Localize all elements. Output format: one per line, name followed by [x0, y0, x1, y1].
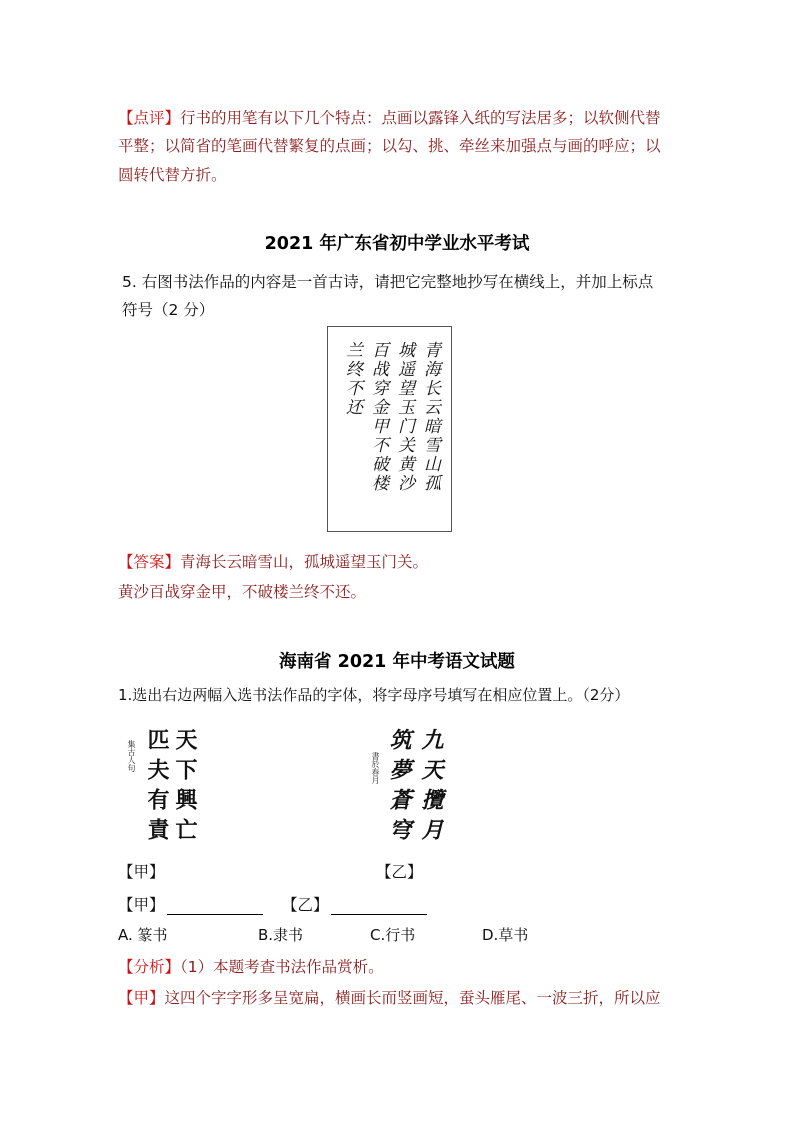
- poem-column-4: 兰终不还: [342, 341, 362, 417]
- jia-column-1: 天下興亡: [172, 728, 198, 848]
- jia-analysis-tag: 【甲】: [118, 989, 165, 1007]
- option-a: A. 篆书: [118, 926, 168, 944]
- option-c: C.行书: [370, 926, 416, 944]
- jia-signature: 集古人句: [127, 740, 136, 772]
- comment-line-1: [118, 106, 661, 128]
- label-jia: 【甲】: [118, 863, 165, 881]
- question-5-line-1: 5. 右图书法作品的内容是一首古诗，请把它完整地抄写在横线上，并加上标点: [122, 273, 654, 291]
- yi-column-2: 筑夢蒼穹: [386, 728, 412, 848]
- answer-text: 青海长云暗雪山，孤城遥望玉门关。: [180, 553, 429, 571]
- answer-line-2: 黄沙百战穿金甲，不破楼兰终不还。: [118, 583, 367, 601]
- analysis-tag: 【分析】: [118, 958, 181, 976]
- blank-line[interactable]: [331, 900, 427, 915]
- blank-yi-label: 【乙】: [282, 896, 329, 914]
- option-b: B.隶书: [258, 926, 304, 944]
- poem-column-1: 青海长云暗雪山孤: [420, 341, 440, 493]
- jia-column-2: 匹夫有責: [144, 728, 170, 848]
- answer-blank-jia[interactable]: [118, 893, 263, 915]
- jia-analysis-line: [118, 986, 661, 1008]
- poem-column-3: 百战穿金甲不破楼: [368, 341, 388, 493]
- answer-tag: 【答案】: [118, 553, 181, 571]
- yi-column-1: 九天攬月: [418, 728, 444, 848]
- analysis-line: [118, 955, 384, 977]
- label-yi: 【乙】: [376, 863, 423, 881]
- yi-signature: 書於春月: [371, 752, 380, 784]
- poem-column-2: 城遥望玉门关黄沙: [394, 341, 414, 493]
- comment-line-3: 圆转代替方折。: [118, 166, 227, 184]
- section-title-guangdong: 2021 年广东省初中学业水平考试: [264, 234, 530, 254]
- answer-line-1: [118, 550, 428, 572]
- calligraphy-poem-image: [327, 326, 452, 532]
- analysis-text: （1）本题考查书法作品赏析。: [180, 958, 384, 976]
- answer-blank-yi[interactable]: [282, 893, 427, 915]
- comment-text: 行书的用笔有以下几个特点：点画以露锋入纸的写法居多；以软侧代替: [180, 109, 661, 127]
- section-title-hainan: 海南省 2021 年中考语文试题: [279, 652, 515, 672]
- blank-line[interactable]: [167, 900, 263, 915]
- blank-jia-label: 【甲】: [118, 896, 165, 914]
- comment-line-2: 平整；以简省的笔画代替繁复的点画；以勾、挑、牵丝来加强点与画的呼应；以: [118, 137, 661, 155]
- option-d: D.草书: [482, 926, 529, 944]
- comment-tag: 【点评】: [118, 109, 181, 127]
- jia-analysis-text: 这四个字字形多呈宽扁，横画长而竖画短，蚕头雁尾、一波三折，所以应: [164, 989, 661, 1007]
- question-5-line-2: 符号（2 分）: [122, 301, 215, 319]
- question-1: 1.选出右边两幅入选书法作品的字体，将字母序号填写在相应位置上。（2分）: [118, 686, 630, 704]
